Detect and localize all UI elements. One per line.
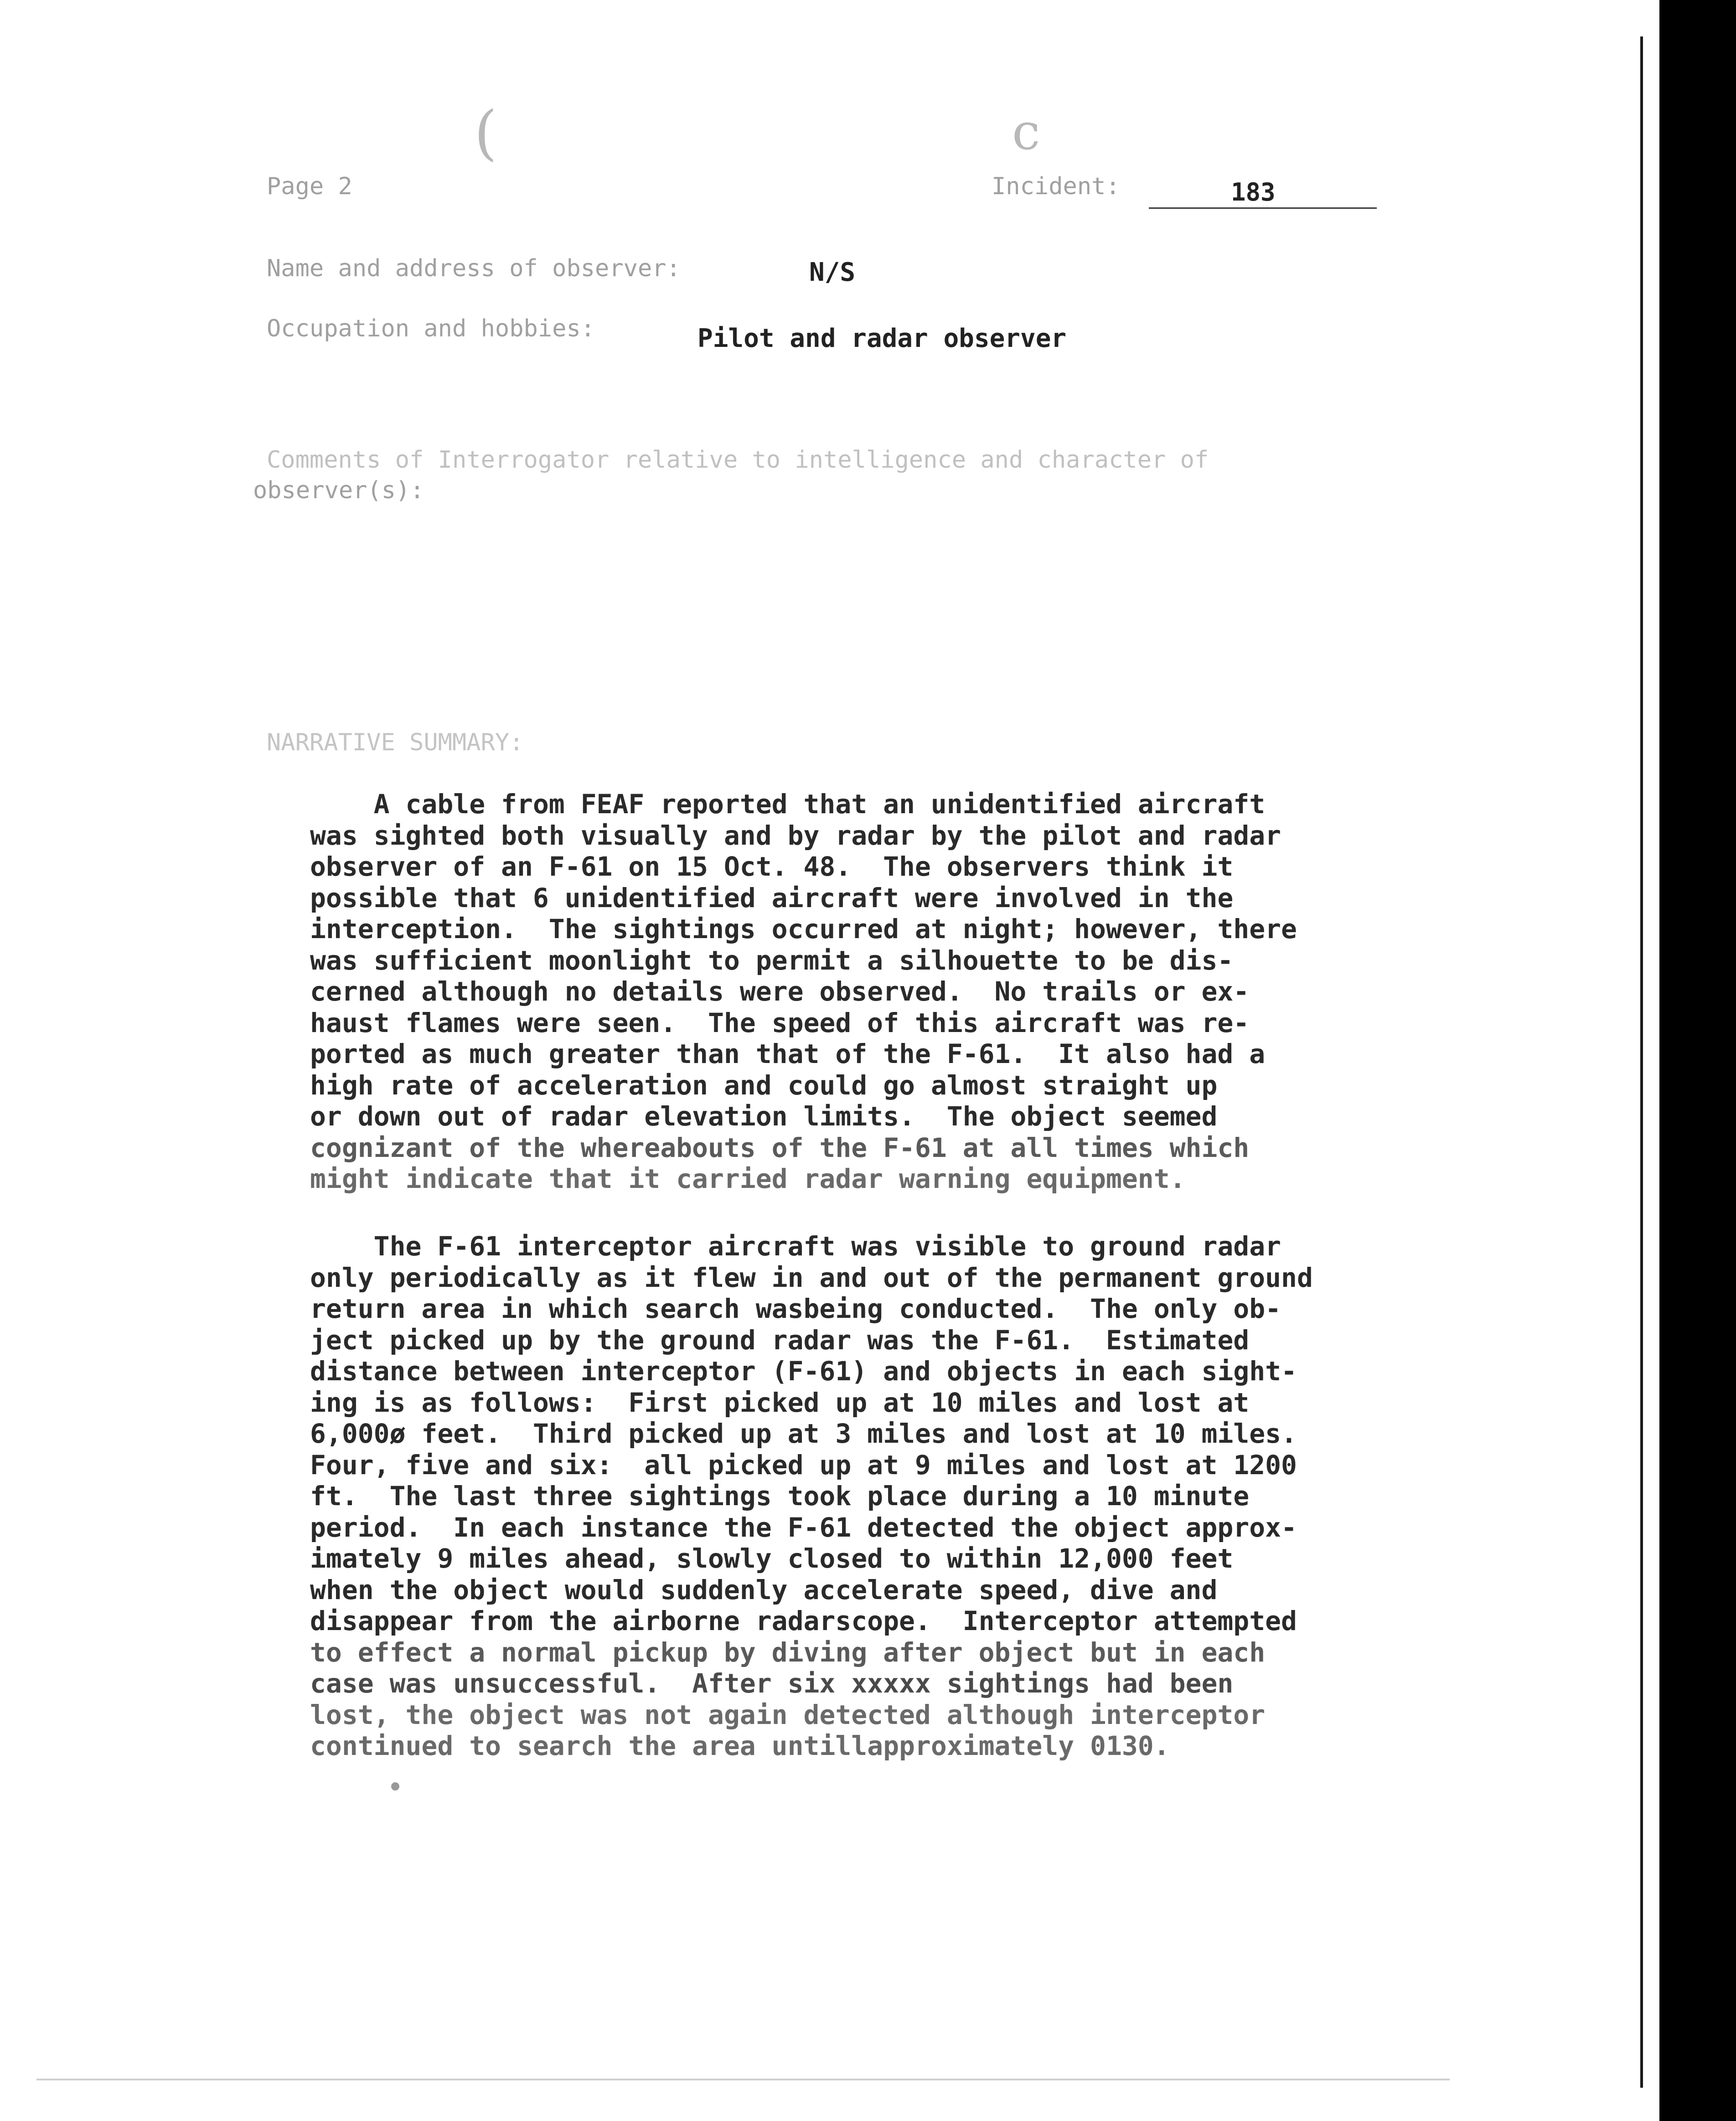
narrative-line: cognizant of the whereabouts of the F-61 at all times which xyxy=(310,1132,1250,1163)
narrative-line: A cable from FEAF reported that an unidentified aircraft xyxy=(310,789,1266,820)
narrative-line: to effect a normal pickup by diving after object but in each xyxy=(310,1636,1266,1668)
narrative-line: cerned although no details were observed. No trails or ex- xyxy=(310,976,1250,1007)
incident-underline xyxy=(1149,207,1377,209)
narrative-paragraph-2 xyxy=(310,1231,1555,1762)
narrative-line: possible that 6 unidentified aircraft were involved in the xyxy=(310,882,1234,913)
narrative-line: when the object would suddenly accelerate speed, dive and xyxy=(310,1574,1218,1605)
page-bottom-edge xyxy=(36,2079,1450,2080)
narrative-line: might indicate that it carried radar warning equipment. xyxy=(310,1163,1186,1194)
margin-scribble-mark: c xyxy=(1012,103,1040,161)
narrative-line: return area in which search wasbeing conducted. The only ob- xyxy=(310,1293,1281,1324)
narrative-line: disappear from the airborne radarscope. Interceptor attempted xyxy=(310,1605,1297,1636)
observer-name-value: N/S xyxy=(809,258,856,287)
narrative-line: Four, five and six: all picked up at 9 miles and lost at 1200 xyxy=(310,1449,1297,1481)
scan-edge-line xyxy=(1640,36,1643,2088)
narrative-line: or down out of radar elevation limits. The object seemed xyxy=(310,1101,1218,1132)
narrative-line: haust flames were seen. The speed of this aircraft was re- xyxy=(310,1007,1250,1038)
incident-number: 183 xyxy=(1231,178,1276,206)
narrative-line: The F-61 interceptor aircraft was visible to ground radar xyxy=(310,1231,1281,1262)
narrative-line: imately 9 miles ahead, slowly closed to within 12,000 feet xyxy=(310,1543,1234,1574)
narrative-summary-heading: NARRATIVE SUMMARY: xyxy=(267,729,524,756)
narrative-line: lost, the object was not again detected although interceptor xyxy=(310,1699,1266,1730)
narrative-line: ing is as follows: First picked up at 10 miles and lost at xyxy=(310,1387,1250,1418)
observer-name-label: Name and address of observer: xyxy=(267,255,681,282)
narrative-line: case was unsuccessful. After six xxxxx sightings had been xyxy=(310,1668,1234,1699)
narrative-line: interception. The sightings occurred at night; however, there xyxy=(310,913,1297,944)
narrative-line: was sufficient moonlight to permit a silhouette to be dis- xyxy=(310,944,1234,976)
narrative-line: observer of an F-61 on 15 Oct. 48. The observers think it xyxy=(310,851,1234,882)
comments-label-line-2: observer(s): xyxy=(253,477,424,504)
ink-dot-mark xyxy=(391,1782,399,1791)
narrative-line: only periodically as it flew in and out of the permanent ground xyxy=(310,1262,1313,1293)
comments-label-line-1: Comments of Interrogator relative to intelligence and character of xyxy=(267,446,1209,474)
narrative-line: high rate of acceleration and could go almost straight up xyxy=(310,1069,1218,1101)
narrative-line: ported as much greater than that of the F-61. It also had a xyxy=(310,1038,1266,1069)
incident-label: Incident: xyxy=(992,173,1120,200)
margin-scribble-mark: ( xyxy=(474,98,497,167)
narrative-line: ft. The last three sightings took place during a 10 minute xyxy=(310,1481,1250,1512)
narrative-line: 6,000ø feet. Third picked up at 3 miles and lost at 10 miles. xyxy=(310,1418,1297,1449)
occupation-label: Occupation and hobbies: xyxy=(267,315,595,342)
occupation-value: Pilot and radar observer xyxy=(698,324,1067,353)
page-number-label: Page 2 xyxy=(267,173,352,200)
narrative-line: ject picked up by the ground radar was the F-61. Estimated xyxy=(310,1324,1250,1356)
narrative-line: was sighted both visually and by radar by the pilot and radar xyxy=(310,820,1281,851)
narrative-line: distance between interceptor (F-61) and objects in each sight- xyxy=(310,1356,1297,1387)
narrative-line: period. In each instance the F-61 detected the object approx- xyxy=(310,1512,1297,1543)
narrative-line: continued to search the area untillapproximately 0130. xyxy=(310,1730,1170,1761)
narrative-paragraph-1 xyxy=(310,789,1555,1195)
